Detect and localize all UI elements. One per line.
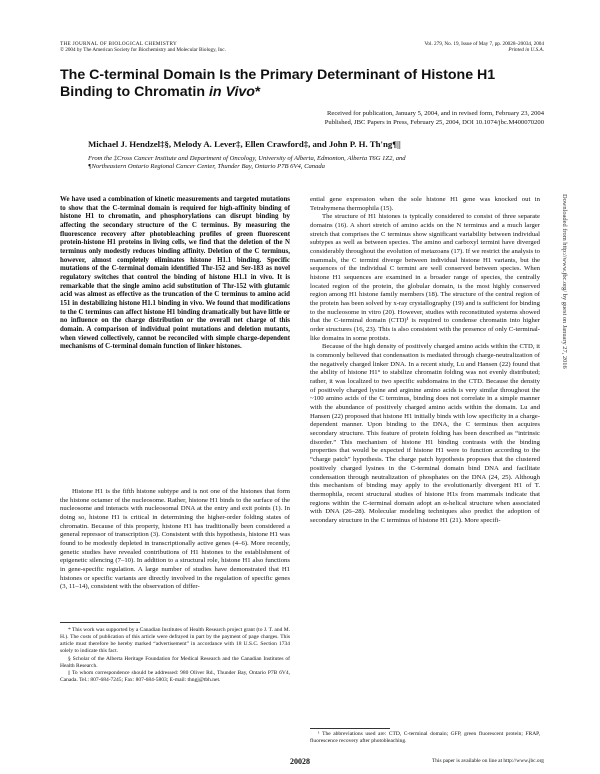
footnotes-right [310, 731, 540, 746]
body-paragraph: ential gene expression when the sole histone H1 gene was knocked out in Tetrahymena thermophila (15). [310, 196, 540, 212]
footnote-funding: * This work was supported by a Canadian Institutes of Health Research project grant (to J. T. and M. H.). The costs of publication of this article were defrayed in part by the payment of page charges. This article must therefore be hereby marked “advertisement” in accordance with 18 U.S.C. Section 1734 solely to indicate this fact. [60, 627, 290, 654]
body-column-right [310, 196, 540, 526]
footnote-abbreviations: ¹ The abbreviations used are: CTD, C-terminal domain; GFP, green fluorescent protein; FRAP, fluorescence recovery after photobleaching. [310, 731, 540, 744]
received-line: Received for publication, January 5, 2004, and in revised form, February 23, 2004 [327, 110, 544, 117]
footnote-correspondence: || To whom correspondence should be addressed: 980 Oliver Rd., Thunder Bay, Ontario P7B 6V4, Canada. Tel.: 807-684-7245; Fax: 807-684-5803; E-mail: thngj@tbh.net. [60, 670, 290, 684]
footer-url[interactable]: This paper is available on line at http://www.jbc.org [432, 758, 544, 764]
affiliation-line-2: ¶Northeastern Ontario Regional Cancer Center, Thunder Bay, Ontario P7B 6V4, Canada [88, 163, 325, 171]
article-title [60, 67, 540, 101]
page-number: 20028 [290, 757, 310, 766]
body-paragraph: The structure of H1 histones is typically considered to consist of three separate domains (16). A short stretch of amino acids on the N terminus and a much larger stretch that comprises the C terminus show significant variability between individual subtypes as well as between species. The amino and carboxyl termini have diverged considerably throughout the evolution of metazoans (17). If we restrict the analysis to mammals, the C termini diverge between individual histone H1 variants, but the sequences of the individual C termini are well conserved between species. When histone H1 sequences are examined in a broader range of species, the centrally located region of the protein, the globular domain, is the most highly conserved region among H1 histone family members (18). The structure of the central region of the protein has been solved by x-ray crystallography (19) and is sufficient for binding to the nucleosome in vitro (20). However, studies with reconstituted systems showed that the C-terminal domain (CTD)¹ is required to condense chromatin into higher order structures (16, 23). This is also consistent with the presence of only C-terminal-like domains in some protists. [310, 213, 540, 342]
footnote-rule [60, 622, 140, 623]
published-line: Published, JBC Papers in Press, February 25, 2004, DOI 10.1074/jbc.M400070200 [324, 118, 544, 126]
printed-in: Printed in U.S.A. [508, 47, 544, 54]
publication-dates [184, 110, 544, 127]
abstract: We have used a combination of kinetic measurements and targeted mutations to show that the C-terminal domain is required for high-affinity binding of histone H1 to chromatin, and phosphorylations can disrupt binding by affecting the secondary structure of the C terminus. By measuring the fluorescence recovery after photobleaching profiles of green fluorescent protein-histone H1 proteins in living cells, we find that the deletion of the N terminus only modestly reduces binding affinity. Deletion of the C terminus, however, almost completely eliminates histone H1.1 binding. Specific mutations of the C-terminal domain identified Thr-152 and Ser-183 as novel regulatory switches that control the binding of histone H1.1 in vivo. It is remarkable that the single amino acid substitution of Thr-152 with glutamic acid was almost as effective as the truncation of the C terminus to amino acid 151 in destabilizing histone H1.1 binding in vivo. We found that modifications to the C terminus can affect histone H1 binding dramatically but have little or no influence on the charge distribution or the overall net charge of this domain. A comparison of individual point mutations and deletion mutants, when viewed collectively, cannot be reconciled with simple charge-dependent mechanisms of C-terminal domain function of linker histones. [60, 196, 290, 351]
title-main: The C-terminal Domain Is the Primary Determinant of Histone H1 Binding to Chromatin [60, 67, 496, 100]
title-mark: * [254, 84, 261, 100]
copyright-line: © 2004 by The American Society for Biochemistry and Molecular Biology, Inc. [60, 47, 226, 54]
body-paragraph: Histone H1 is the fifth histone subtype and is not one of the histones that form the histone octamer of the nucleosome. Rather, histone H1 binds to the surface of the nucleosome and interacts with nucleosomal DNA at the entry and exit points (1). In doing so, histone H1 is critical in determining the higher-order folding states of chromatin. Because of this property, histone H1 has traditionally been considered a general repressor of transcription (3). Consistent with this hypothesis, histone H1 was found to be modestly depleted in transcriptionally active genes (4–6). More recently, genetic studies have revealed contributions of H1 histones to the establishment of epigenetic silencing (7–10). In addition to a structural role, histone H1 also functions in gene-specific regulation. A large number of studies have demonstrated that H1 histones or specific variants are directly involved in the regulation of specific genes (3, 11–14), consistent with the observation of differ- [60, 488, 290, 591]
journal-name: THE JOURNAL OF BIOLOGICAL CHEMISTRY [60, 41, 178, 47]
footnote-scholar: § Scholar of the Alberta Heritage Foundation for Medical Research and the Canadian Institutes of Health Research. [60, 655, 290, 669]
journal-header [60, 41, 226, 54]
download-note[interactable]: Downloaded from http://www.jbc.org/ by guest on January 27, 2016 [561, 194, 568, 369]
issue-header [424, 41, 544, 54]
footnotes-left [60, 627, 290, 685]
body-paragraph: Because of the high density of positively charged amino acids within the CTD, it is commonly believed that condensation is mediated through charge-neutralization of the negatively charged linker DNA. In a recent study, Lu and Hansen (22) found that the ability of histone H1° to stabilize chromatin folding was not evenly distributed; rather, it was localized to two specific subdomains in the CTD. Because the density of positively charged lysine and arginine amino acids is very similar throughout the ~100 amino acids of the C terminus, binding does not correlate in a simple manner with the abundance of positively charged amino acids within the domain. Lu and Hansen (22) proposed that histone H1 initially binds with low specificity in a charge-dependent manner. Upon binding to the DNA, the C terminus then acquires secondary structure. This feature of protein folding has been described as “intrinsic disorder.” This mechanism of histone H1 binding contrasts with the binding properties that would be expected if histone H1 were to function according to the “charge patch” hypothesis. The charge patch hypothesis proposes that the clustered positively charged lysines in the C-terminal domain bind DNA and facilitate condensation through neutralization of phosphates on the DNA (24, 25). Although this mechanism of binding may apply to the evolutionarily divergent H1 of T. thermophila, recent structural studies of histone H1s from mammals indicate that regions within the C-terminal domain adopt an α-helical structure when associated with DNA (26–28). Molecular modeling techniques also predict the adoption of secondary structure in the C terminus of histone H1 (21). More specifi- [310, 343, 540, 524]
title-italic: in Vivo [208, 84, 255, 100]
affiliation-line-1: From the ‡Cross Cancer Institute and Department of Oncology, University of Alberta, Edmonton, Alberta T6G 1Z2, and [88, 155, 406, 162]
footnote-rule [310, 728, 390, 729]
affiliations [88, 155, 548, 172]
body-column-left [60, 488, 290, 592]
author-list: Michael J. Hendzel‡§, Melody A. Lever‡, Ellen Crawford‡, and John P. H. Th'ng¶|| [88, 139, 401, 149]
volume-info: Vol. 279, No. 19, Issue of May 7, pp. 20028–20034, 2004 [424, 41, 544, 47]
